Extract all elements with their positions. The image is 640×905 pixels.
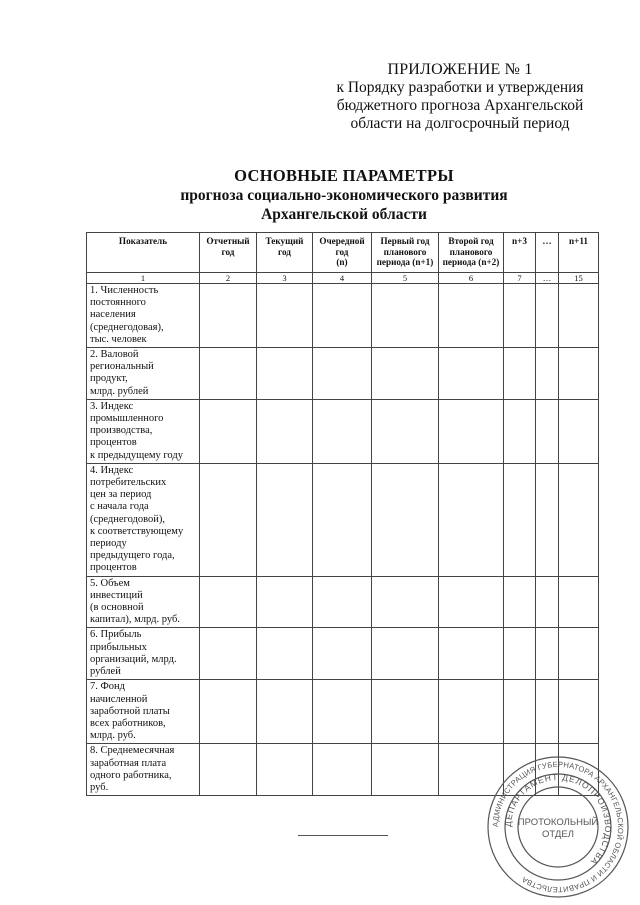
- indicator-label-line: руб.: [90, 781, 109, 793]
- column-number: 6: [439, 273, 504, 284]
- column-number: 15: [559, 273, 599, 284]
- header-row: [87, 233, 599, 273]
- column-header-line: n+3: [512, 236, 527, 246]
- stamp-center-line: ОТДЕЛ: [542, 829, 574, 840]
- table-body: [87, 284, 599, 796]
- table-row: [87, 576, 599, 628]
- value-cell: [200, 628, 257, 680]
- value-cell: [372, 284, 439, 348]
- table-header: [87, 233, 599, 284]
- indicator-label-line: заработной платы: [90, 705, 170, 717]
- value-cell: [313, 348, 372, 400]
- indicator-label-line: прибыльных: [90, 641, 147, 653]
- value-cell: [200, 576, 257, 628]
- value-cell: [439, 463, 504, 576]
- document-title: [90, 166, 598, 224]
- value-cell: [536, 463, 559, 576]
- column-header: [257, 233, 313, 273]
- column-header: [439, 233, 504, 273]
- value-cell: [200, 399, 257, 463]
- column-header-line: год: [335, 246, 349, 257]
- value-cell: [504, 680, 536, 744]
- value-cell: [257, 628, 313, 680]
- indicator-label-line: предыдущего года,: [90, 550, 175, 562]
- value-cell: [504, 576, 536, 628]
- document-title-line3: Архангельской области: [261, 206, 427, 223]
- value-cell: [313, 463, 372, 576]
- stamp-ring-text: АДМИНИСТРАЦИЯ ГУБЕРНАТОРА АРХАНГЕЛЬСКОЙ ОБЛАСТИ И ПРАВИТЕЛЬСТВА: [490, 759, 626, 895]
- appendix-line: области на долгосрочный период: [350, 115, 570, 132]
- value-cell: [504, 284, 536, 348]
- indicator-label-line: к соответствующему: [90, 525, 184, 537]
- column-number-row: [87, 273, 599, 284]
- column-header-line: планового: [383, 246, 427, 257]
- indicator-label-line: региональный: [90, 361, 154, 373]
- value-cell: [559, 628, 599, 680]
- column-number: 5: [372, 273, 439, 284]
- value-cell: [372, 348, 439, 400]
- table-row: [87, 399, 599, 463]
- value-cell: [313, 680, 372, 744]
- column-header: [87, 233, 200, 273]
- value-cell: [559, 284, 599, 348]
- column-header-line: Первый год: [380, 236, 430, 246]
- indicator-label: [87, 399, 200, 463]
- column-header-line: периода (n+2): [442, 257, 500, 267]
- value-cell: [439, 628, 504, 680]
- value-cell: [536, 348, 559, 400]
- column-number: 4: [313, 273, 372, 284]
- indicator-label-line: (в основной: [90, 602, 144, 614]
- indicator-label-line: заработная плата: [90, 757, 167, 769]
- indicator-label-line: производства,: [90, 425, 153, 437]
- value-cell: [200, 463, 257, 576]
- value-cell: [536, 284, 559, 348]
- table-row: [87, 680, 599, 744]
- column-header-line: Отчетный: [206, 236, 250, 246]
- value-cell: [439, 284, 504, 348]
- protocol-stamp: [483, 752, 633, 902]
- column-header-line: Текущий: [265, 236, 304, 246]
- column-header: [536, 233, 559, 273]
- column-header-line: (n): [336, 257, 348, 267]
- value-cell: [559, 348, 599, 400]
- indicator-label-line: периоду: [90, 538, 127, 550]
- value-cell: [257, 744, 313, 796]
- value-cell: [536, 576, 559, 628]
- value-cell: [313, 284, 372, 348]
- indicator-label: [87, 680, 200, 744]
- appendix-line: бюджетного прогноза Архангельской: [336, 97, 584, 114]
- indicator-label-line: процентов: [90, 437, 137, 449]
- indicator-label: [87, 348, 200, 400]
- indicator-label: [87, 576, 200, 628]
- column-header: [313, 233, 372, 273]
- appendix-title: ПРИЛОЖЕНИЕ № 1: [387, 61, 533, 78]
- indicator-label-line: всех работников,: [90, 717, 166, 729]
- value-cell: [439, 348, 504, 400]
- column-header: [504, 233, 536, 273]
- indicator-label-line: населения: [90, 309, 136, 321]
- indicator-label: [87, 463, 200, 576]
- indicator-label-line: рублей: [90, 666, 121, 678]
- indicator-label-line: процентов: [90, 562, 137, 574]
- appendix-heading: [330, 61, 590, 133]
- indicator-label-line: цен за период: [90, 489, 152, 501]
- value-cell: [504, 348, 536, 400]
- value-cell: [536, 628, 559, 680]
- value-cell: [559, 399, 599, 463]
- indicator-label-line: капитал), млрд. руб.: [90, 614, 180, 626]
- indicator-label-line: промышленного: [90, 413, 164, 425]
- column-header-line: периода (n+1): [376, 257, 434, 267]
- indicator-label-line: (среднегодовой),: [90, 513, 166, 525]
- value-cell: [372, 744, 439, 796]
- value-cell: [313, 576, 372, 628]
- document-title-main: ОСНОВНЫЕ ПАРАМЕТРЫ: [234, 166, 454, 185]
- value-cell: [439, 576, 504, 628]
- indicator-label-line: 8. Среднемесячная: [90, 745, 175, 757]
- indicator-label-line: 3. Индекс: [90, 400, 134, 412]
- stamp-inner-ring-text: ДЕПАРТАМЕНТ ДЕЛОПРОИЗВОДСТВА: [502, 771, 614, 868]
- value-cell: [559, 680, 599, 744]
- column-number: 2: [200, 273, 257, 284]
- table-row: [87, 284, 599, 348]
- column-header-line: Очередной: [319, 236, 365, 246]
- value-cell: [257, 348, 313, 400]
- indicator-label-line: продукт,: [90, 373, 128, 385]
- value-cell: [313, 628, 372, 680]
- indicator-label-line: организаций, млрд.: [90, 653, 177, 665]
- value-cell: [313, 744, 372, 796]
- column-number: 3: [257, 273, 313, 284]
- indicator-label-line: одного работника,: [90, 769, 172, 781]
- table-row: [87, 463, 599, 576]
- indicator-label-line: 2. Валовой: [90, 349, 139, 361]
- value-cell: [536, 399, 559, 463]
- table-row: [87, 348, 599, 400]
- column-header-line: планового: [449, 246, 493, 257]
- indicator-label-line: постоянного: [90, 297, 146, 309]
- indicator-label-line: инвестиций: [90, 589, 143, 601]
- column-header-line: n+11: [568, 236, 589, 246]
- value-cell: [257, 680, 313, 744]
- value-cell: [439, 680, 504, 744]
- value-cell: [439, 399, 504, 463]
- value-cell: [504, 463, 536, 576]
- value-cell: [504, 399, 536, 463]
- stamp-center-line: ПРОТОКОЛЬНЫЙ: [517, 817, 599, 828]
- value-cell: [313, 399, 372, 463]
- indicator-label: [87, 628, 200, 680]
- value-cell: [559, 463, 599, 576]
- indicator-label-line: 1. Численность: [90, 285, 159, 296]
- appendix-line: к Порядку разработки и утверждения: [336, 79, 584, 96]
- table-row: [87, 628, 599, 680]
- indicator-label-line: млрд. руб.: [90, 730, 136, 742]
- value-cell: [257, 399, 313, 463]
- signature-line: [298, 835, 388, 836]
- indicator-label: [87, 744, 200, 796]
- indicator-label-line: 7. Фонд: [90, 681, 126, 693]
- value-cell: [257, 463, 313, 576]
- column-header: [559, 233, 599, 273]
- column-header-line: Показатель: [118, 236, 168, 246]
- column-header-line: год: [278, 246, 291, 257]
- value-cell: [372, 399, 439, 463]
- column-header: [200, 233, 257, 273]
- value-cell: [200, 744, 257, 796]
- column-number: 7: [504, 273, 536, 284]
- indicator-label: [87, 284, 200, 348]
- value-cell: [257, 576, 313, 628]
- value-cell: [372, 463, 439, 576]
- indicator-label-line: начисленной: [90, 693, 148, 705]
- column-number: 1: [87, 273, 200, 284]
- value-cell: [372, 576, 439, 628]
- value-cell: [559, 576, 599, 628]
- column-header: [372, 233, 439, 273]
- column-number: …: [536, 273, 559, 284]
- indicator-label-line: потребительских: [90, 477, 167, 489]
- parameters-table: [86, 232, 599, 796]
- indicator-label-line: с начала года: [90, 501, 149, 513]
- document-title-line2: прогноза социально-экономического развития: [180, 187, 508, 204]
- value-cell: [372, 680, 439, 744]
- value-cell: [200, 284, 257, 348]
- indicator-label-line: 4. Индекс: [90, 464, 134, 476]
- indicator-label-line: 5. Объем: [90, 577, 130, 589]
- value-cell: [200, 348, 257, 400]
- value-cell: [372, 628, 439, 680]
- column-header-line: год: [221, 246, 235, 257]
- value-cell: [200, 680, 257, 744]
- value-cell: [536, 680, 559, 744]
- indicator-label-line: 6. Прибыль: [90, 629, 142, 641]
- value-cell: [257, 284, 313, 348]
- indicator-label-line: млрд. рублей: [90, 385, 149, 397]
- indicator-label-line: тыс. человек: [90, 333, 147, 345]
- indicator-label-line: (среднегодовая),: [90, 321, 164, 333]
- column-header-line: Второй год: [448, 236, 494, 246]
- column-header-line: …: [542, 236, 552, 246]
- value-cell: [504, 628, 536, 680]
- indicator-label-line: к предыдущему году: [90, 449, 183, 461]
